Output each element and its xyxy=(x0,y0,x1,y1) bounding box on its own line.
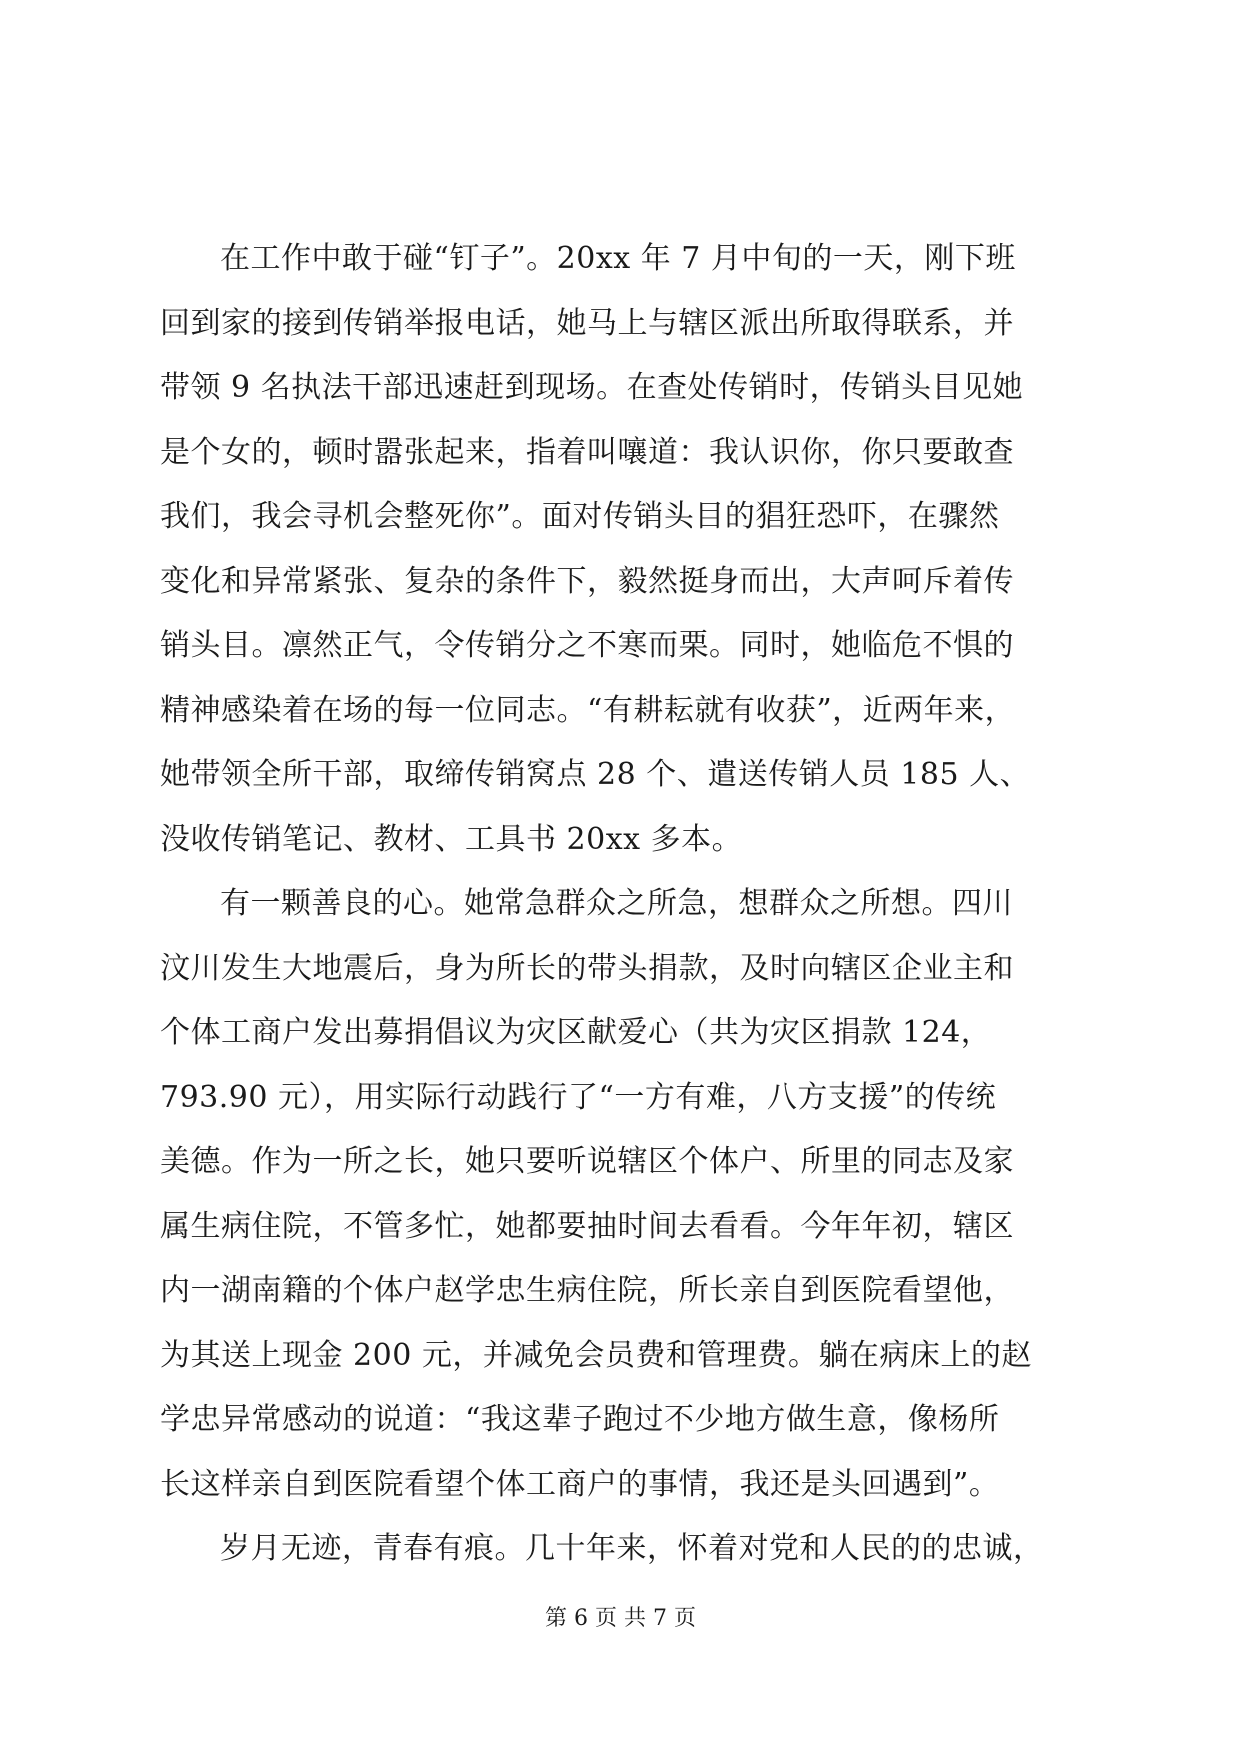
body-text xyxy=(160,227,1100,1582)
paragraph-1-line-2: 回到家的接到传销举报电话，她马上与辖区派出所取得联系，并 xyxy=(160,305,1014,341)
paragraph-3-line-1: 岁月无迹，青春有痕。几十年来，怀着对党和人民的的忠诚， xyxy=(220,1531,1044,1566)
paragraph-2-line-4: 793.90 元），用实际行动践行了“一方有难，八方支援”的传统 xyxy=(160,1079,997,1115)
paragraph-2-line-10: 长这样亲自到医院看望个体工商户的事情，我还是头回遇到”。 xyxy=(160,1466,1000,1502)
paragraph-1-line-1: 在工作中敢于碰“钉子”。20xx 年 7 月中旬的一天，刚下班 xyxy=(220,241,1016,276)
paragraph-1-line-10: 没收传销笔记、教材、工具书 20xx 多本。 xyxy=(160,821,743,857)
page-footer xyxy=(0,1604,1241,1634)
paragraph-1-line-6: 变化和异常紧张、复杂的条件下，毅然挺身而出，大声呵斥着传 xyxy=(160,563,1014,599)
paragraph-1-line-9: 她带领全所干部，取缔传销窝点 28 个、遣送传销人员 185 人、 xyxy=(160,757,1031,792)
paragraph-2-line-5: 美德。作为一所之长，她只要听说辖区个体户、所里的同志及家 xyxy=(160,1144,1014,1179)
paragraph-1-line-8: 精神感染着在场的每一位同志。“有耕耘就有收获”，近两年来， xyxy=(160,692,1016,728)
paragraph-2-line-2: 汶川发生大地震后，身为所长的带头捐款，及时向辖区企业主和 xyxy=(160,950,1014,986)
paragraph-1-line-3: 带领 9 名执法干部迅速赶到现场。在查处传销时，传销头目见她 xyxy=(160,370,1024,405)
paragraph-2-line-6: 属生病住院，不管多忙，她都要抽时间去看看。今年年初，辖区 xyxy=(160,1208,1014,1244)
paragraph-2-line-7: 内一湖南籍的个体户赵学忠生病住院，所长亲自到医院看望他， xyxy=(160,1273,1014,1308)
paragraph-2-line-9: 学忠异常感动的说道：“我这辈子跑过不少地方做生意，像杨所 xyxy=(160,1402,1000,1437)
paragraph-2-line-1: 有一颗善良的心。她常急群众之所急，想群众之所想。四川 xyxy=(220,886,1013,921)
page-number: 第 6 页 共 7 页 xyxy=(545,1606,696,1631)
paragraph-1-line-4: 是个女的，顿时嚣张起来，指着叫嚷道：我认识你，你只要敢查 xyxy=(160,434,1014,470)
paragraph-2-line-3: 个体工商户发出募捐倡议为灾区献爱心（共为灾区捐款 124， xyxy=(160,1015,992,1050)
paragraph-1-line-5: 我们，我会寻机会整死你”。面对传销头目的猖狂恐吓，在骤然 xyxy=(160,499,1000,534)
paragraph-2-line-8: 为其送上现金 200 元，并减免会员费和管理费。躺在病床上的赵 xyxy=(160,1337,1032,1373)
paragraph-1-line-7: 销头目。凛然正气，令传销分之不寒而栗。同时，她临危不惧的 xyxy=(160,628,1014,663)
